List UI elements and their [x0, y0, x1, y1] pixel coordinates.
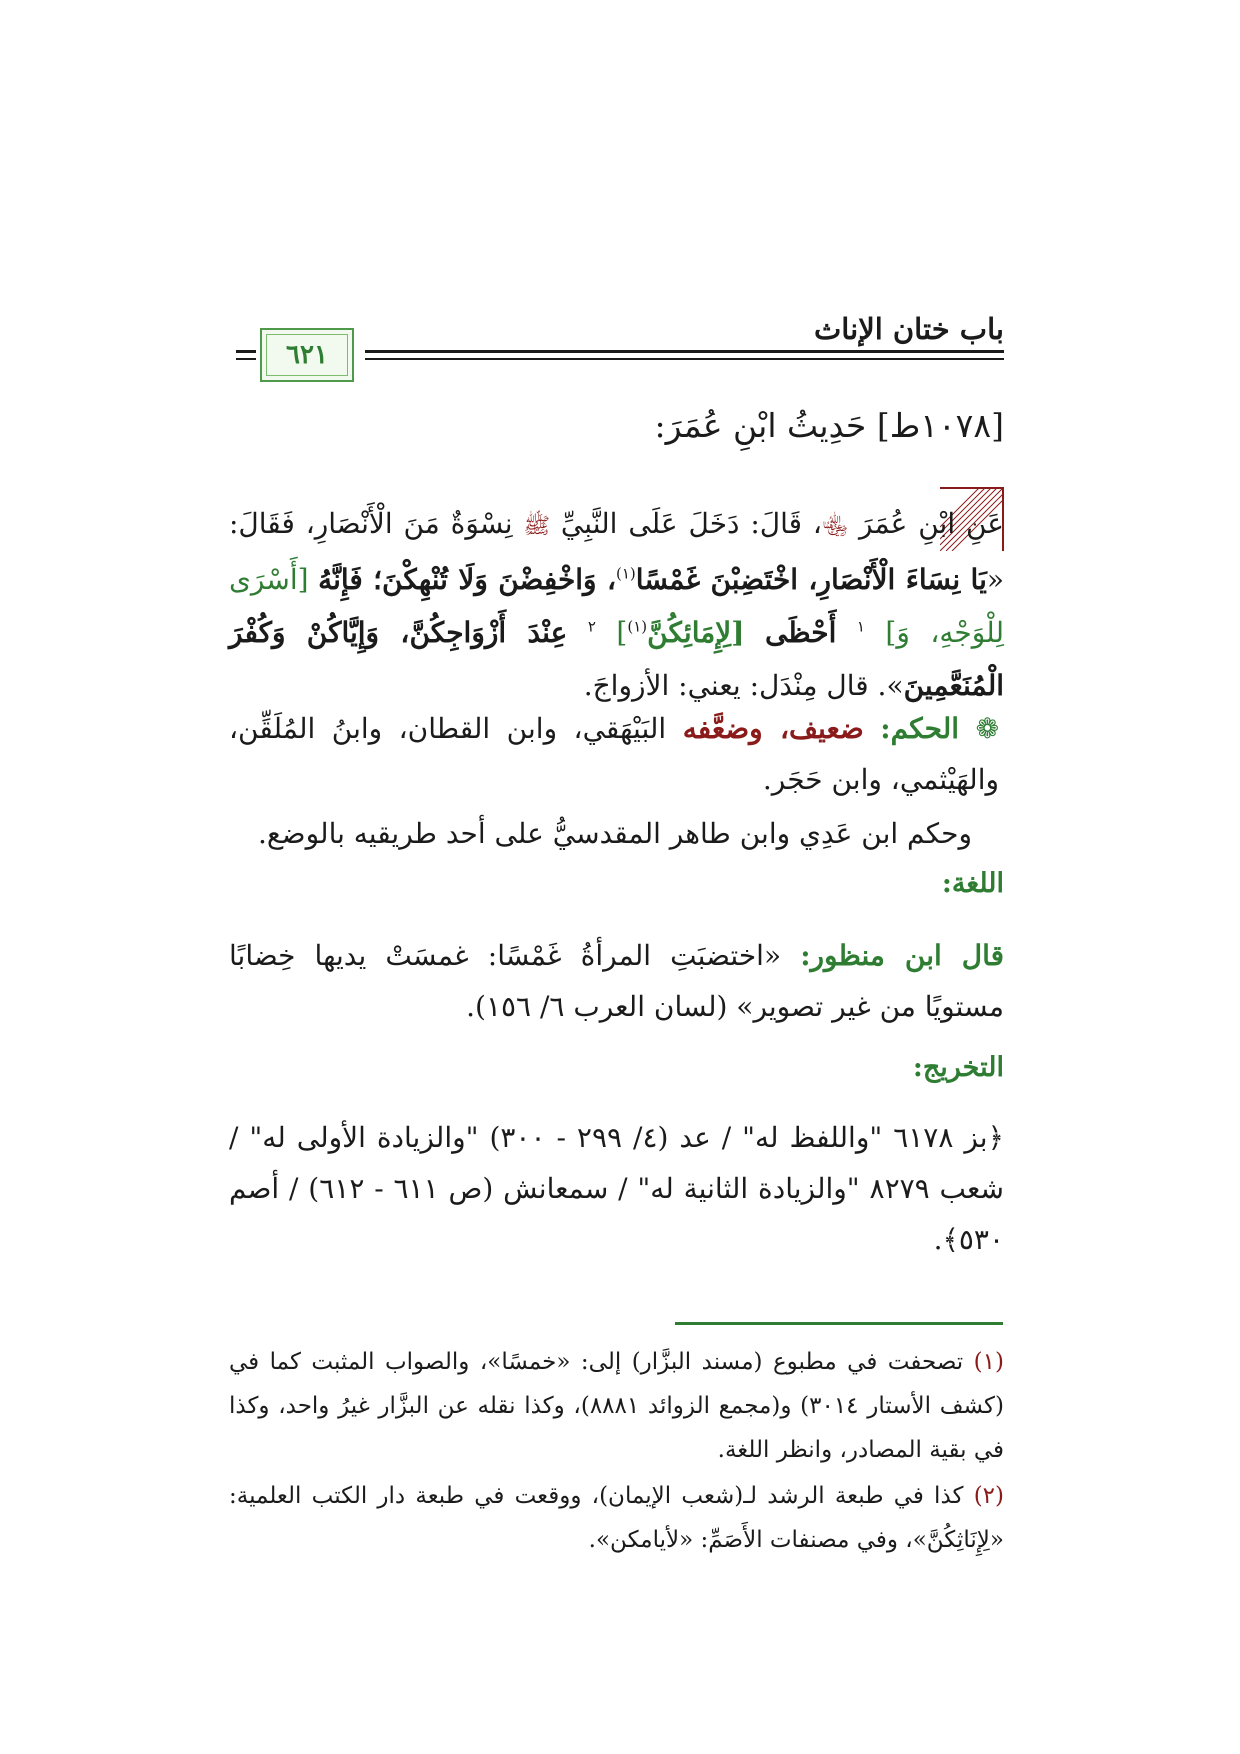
page-number-frame	[260, 328, 354, 382]
footnote-2-text: كذا في طبعة الرشد لـ(شعب الإيمان)، ووقعت في طبعة دار الكتب العلمية: «لِإِنَاثِكُنَّ»، وفي مصنفات الأَصَمِّ: «لأيامكن».	[229, 1483, 1004, 1553]
footnote-separator	[675, 1322, 1003, 1325]
footnote-ref-1: (١)	[615, 564, 636, 583]
language-paragraph	[229, 930, 1004, 1032]
footnote-2-number: (٢)	[973, 1483, 1005, 1509]
language-heading: اللغة:	[941, 868, 1004, 899]
narrator-intro: عَنِ ابْنِ عُمَرَ	[859, 507, 1004, 540]
footnote-1-number: (١)	[973, 1349, 1004, 1375]
hadith-title: [١٠٧٨ط] حَدِيثُ ابْنِ عُمَرَ:	[654, 406, 1004, 445]
quote-part2: ، وَاخْفِضْنَ وَلَا تُنْهِكْنَ؛ فَإِنَّهُ	[318, 563, 616, 596]
hadith-text	[229, 497, 1004, 712]
ruling-weakened-label: ، وضعَّفه	[682, 712, 790, 745]
chapter-title: باب ختان الإناث	[813, 312, 1004, 346]
header-rule-right-thin	[365, 358, 1004, 360]
marker-2: ٢	[587, 617, 596, 636]
ruling-icon: ❁	[975, 712, 1000, 745]
hadith-text-end: ». قال مِنْدَل: يعني: الأزواجَ.	[583, 669, 904, 702]
bracketed-addition-2: [لِإِمَائِكُنَّ	[647, 616, 745, 649]
hadith-text-part2: نِسْوَةٌ مَنَ الْأَنْصَارِ، فَقَالَ: «	[229, 507, 1005, 596]
quote-part3: أَحْظَى	[764, 616, 837, 649]
marker-1: ١	[856, 617, 865, 636]
language-speaker: قال ابن منظور:	[800, 939, 1004, 972]
header-rule-left	[236, 350, 256, 353]
footnote-1-text: تصحفت في مطبوع (مسند البزَّار) إلى: «خمسًا»، والصواب المثبت كما في (كشف الأستار ٣٠١٤) و(مجمع الزوائد ٨٨٨١)، وكذا نقله عن البزَّار غيرُ واحد، وكذا في بقية المصادر، وانظر اللغة.	[229, 1349, 1004, 1463]
ruling-second-line: وحكم ابن عَدِي وابن طاهر المقدسيُّ على أحد طريقيه بالوضع.	[258, 817, 972, 850]
footnote-2	[229, 1474, 1004, 1562]
footnote-ref-1b: (١)	[627, 617, 648, 636]
bracketed-addition-2-close: ]	[616, 616, 628, 649]
language-text: «اختضبَتِ المرأةُ غَمْسًا: غمسَتْ يديها خِضابًا مستويًا من غير تصوير» (لسان العرب ٦/ ١٥٦).	[229, 939, 1004, 1023]
quote-part4: عِنْدَ أَزْوَاجِكُنَّ، وَإِيَّاكُنْ وَكُفْرَ الْمُنَعَّمِينَ	[229, 616, 1004, 702]
header-rule-left-thin	[236, 358, 256, 360]
bracketed-addition-1: [أَسْرَى لِلْوَجْهِ، وَ]	[229, 563, 1004, 649]
takhrij-heading: التخريج:	[912, 1052, 1004, 1083]
quote-part1: يَا نِسَاءَ الْأَنْصَارِ، اخْتَضِبْنَ غَمْسًا	[635, 563, 987, 596]
page-number: ٦٢١	[286, 340, 328, 370]
header-rule-right	[365, 350, 1004, 353]
footnote-1	[229, 1340, 1004, 1472]
honorific-prophet: ﷺ	[523, 514, 551, 539]
takhrij-paragraph: ﴿بز ٦١٧٨ "واللفظ له" / عد (٤/ ٢٩٩ - ٣٠٠) "والزيادة الأولى له" / شعب ٨٢٧٩ "والزيادة الثانية له" / سمعانش (ص ٦١١ - ٦١٢) / أصم ٥٣٠﴾.	[229, 1121, 1004, 1256]
hadith-text-part1: ، قَالَ: دَخَلَ عَلَى النَّبِيِّ	[560, 507, 822, 540]
ruling-verdict: ضعيف	[789, 712, 864, 745]
honorific-companion: ﵄	[821, 514, 849, 539]
ruling-text: البَيْهَقي، وابن القطان، وابنُ المُلَقِّن، والهَيْثمي، وابن حَجَر.	[229, 712, 999, 796]
ruling-paragraph	[229, 703, 999, 805]
ruling-label: الحكم:	[880, 712, 960, 745]
